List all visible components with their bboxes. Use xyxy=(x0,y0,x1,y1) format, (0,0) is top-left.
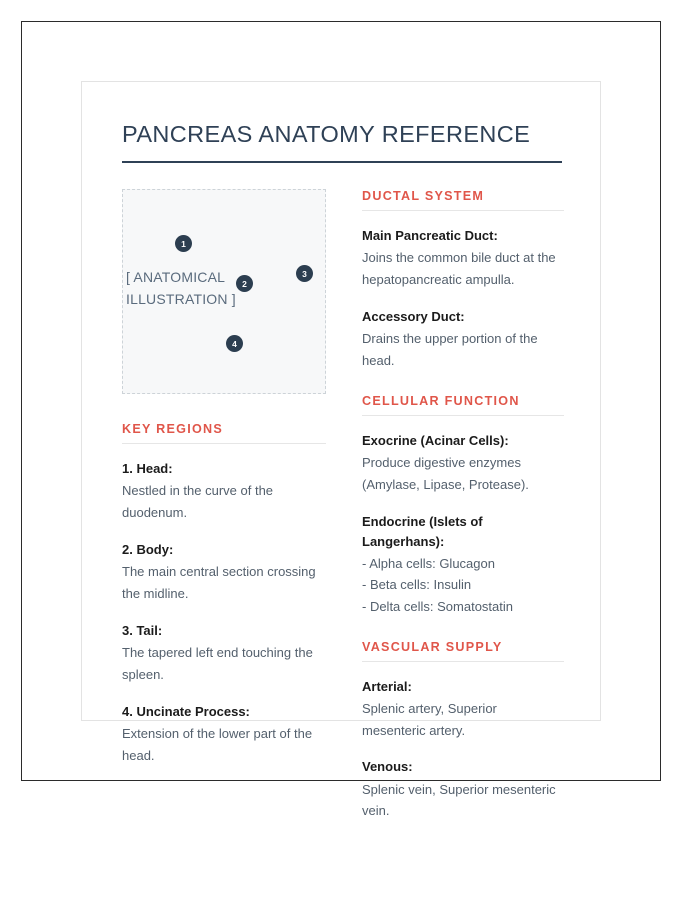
section-heading: KEY REGIONS xyxy=(122,422,223,437)
region-entry-uncinate-process xyxy=(122,702,326,767)
section-heading: DUCTAL SYSTEM xyxy=(362,189,485,204)
cell-entry-exocrine xyxy=(362,431,564,496)
islet-cell-list xyxy=(362,553,564,618)
list-item: - Delta cells: Somatostatin xyxy=(362,599,514,615)
section-divider xyxy=(362,415,564,416)
title-divider xyxy=(122,161,562,163)
entry-description: Splenic vein, Superior mesenteric vein. xyxy=(362,781,556,819)
section-heading: VASCULAR SUPPLY xyxy=(362,639,503,654)
entry-description: Nestled in the curve of the duodenum. xyxy=(122,483,274,521)
region-entry-body xyxy=(122,540,326,605)
entry-term: Venous: xyxy=(362,759,413,775)
entry-term: 4. Uncinate Process: xyxy=(122,703,250,719)
entry-term: Arterial: xyxy=(362,678,412,694)
left-column xyxy=(122,189,326,788)
section-divider xyxy=(122,443,326,444)
entry-term: Main Pancreatic Duct: xyxy=(362,228,498,244)
cell-entry-endocrine xyxy=(362,512,564,618)
section-ductal-system xyxy=(362,189,564,372)
anatomy-marker-1[interactable] xyxy=(175,235,192,252)
section-cellular-function xyxy=(362,394,564,618)
marker-number: 3 xyxy=(302,268,307,279)
section-key-regions xyxy=(122,422,326,766)
entry-description: The main central section crossing the midline. xyxy=(122,564,316,601)
vascular-entry-arterial xyxy=(362,677,564,742)
marker-number: 2 xyxy=(242,278,247,289)
entry-description: The tapered left end touching the spleen. xyxy=(122,644,313,682)
section-divider xyxy=(362,210,564,211)
entry-term: Endocrine (Islets of Langerhans): xyxy=(362,513,483,549)
entry-term: 3. Tail: xyxy=(122,622,163,638)
entry-term: Accessory Duct: xyxy=(362,308,465,324)
list-item: - Beta cells: Insulin xyxy=(362,577,472,593)
illustration-placeholder-label: [ ANATOMICAL ILLUSTRATION ] xyxy=(126,269,236,307)
section-divider xyxy=(362,661,564,662)
marker-number: 4 xyxy=(232,338,237,349)
entry-description: Produce digestive enzymes (Amylase, Lipase, Protease). xyxy=(362,454,529,492)
page-frame xyxy=(21,21,661,819)
entry-term: Exocrine (Acinar Cells): xyxy=(362,432,509,448)
section-heading: CELLULAR FUNCTION xyxy=(362,393,520,408)
entry-term: 1. Head: xyxy=(122,461,173,477)
entry-description: Joins the common bile duct at the hepatopancreatic ampulla. xyxy=(362,250,556,288)
right-column xyxy=(362,189,564,844)
entry-description: Drains the upper portion of the head. xyxy=(362,331,538,368)
duct-entry-accessory xyxy=(362,307,564,372)
region-entry-tail xyxy=(122,621,326,686)
vascular-entry-venous xyxy=(362,757,564,822)
entry-description: Splenic artery, Superior mesenteric artery. xyxy=(362,700,497,738)
marker-number: 1 xyxy=(181,238,186,249)
entry-description: Extension of the lower part of the head. xyxy=(122,725,313,763)
region-entry-head xyxy=(122,459,326,524)
content-columns xyxy=(122,189,562,844)
duct-entry-main-pancreatic xyxy=(362,226,564,291)
list-item: - Alpha cells: Glucagon xyxy=(362,555,495,571)
section-vascular-supply xyxy=(362,640,564,823)
document-card xyxy=(81,81,601,819)
anatomy-marker-4[interactable] xyxy=(226,335,243,352)
entry-term: 2. Body: xyxy=(122,541,174,557)
illustration-placeholder xyxy=(122,189,326,394)
page-title: PANCREAS ANATOMY REFERENCE xyxy=(122,121,531,147)
